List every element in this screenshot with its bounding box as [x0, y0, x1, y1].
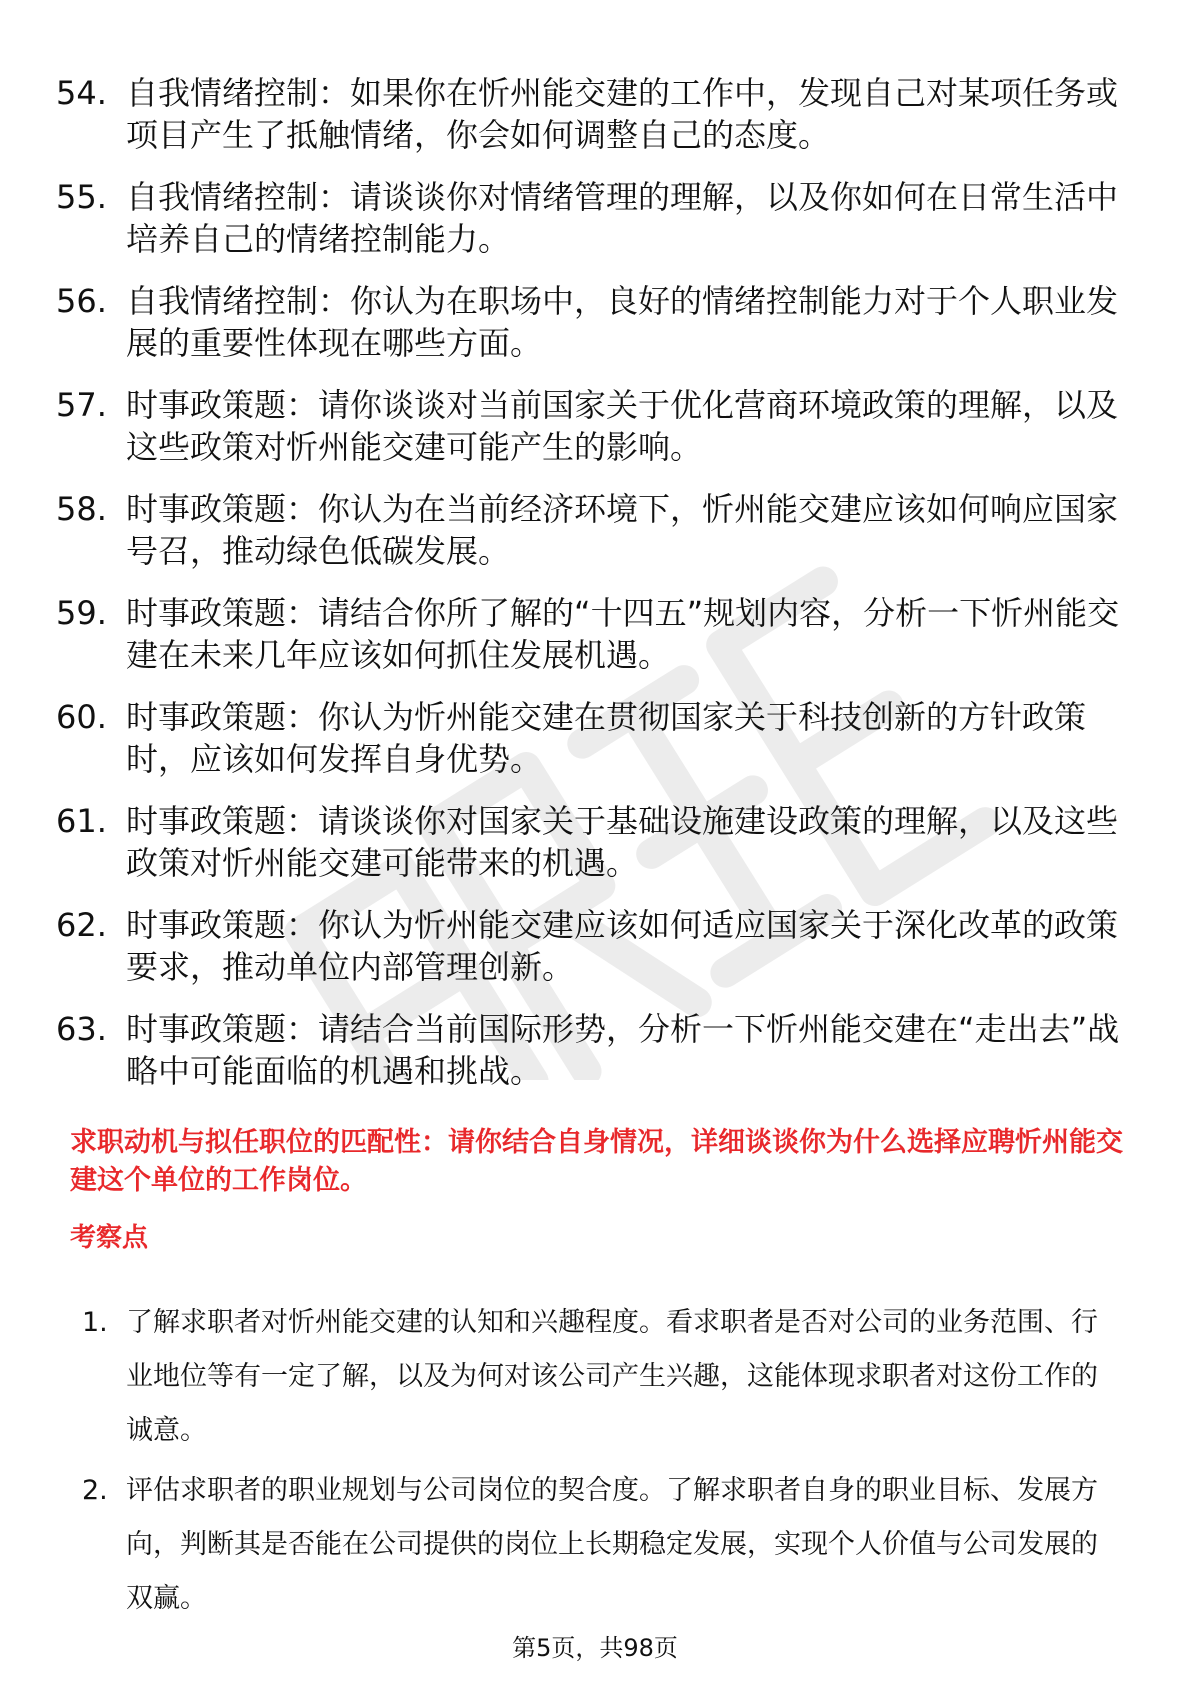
list-item [56, 280, 1136, 364]
list-item [82, 1464, 1122, 1626]
item-number: 58. [56, 490, 107, 528]
item-number: 55. [56, 178, 107, 216]
section-heading: 求职动机与拟任职位的匹配性：请你结合自身情况，详细谈谈你为什么选择应聘忻州能交建这个单位的工作岗位。 [70, 1127, 1123, 1196]
list-item [56, 592, 1136, 676]
list-item [56, 800, 1136, 884]
item-number: 63. [56, 1010, 107, 1048]
item-number: 60. [56, 698, 107, 736]
item-number: 56. [56, 282, 107, 320]
item-text: 时事政策题：请你谈谈对当前国家关于优化营商环境政策的理解，以及这些政策对忻州能交建可能产生的影响。 [126, 386, 1119, 466]
list-item [56, 488, 1136, 572]
item-number: 2. [82, 1475, 108, 1506]
item-text: 自我情绪控制：请谈谈你对情绪管理的理解，以及你如何在日常生活中培养自己的情绪控制能力。 [126, 178, 1119, 258]
list-item [56, 176, 1136, 260]
item-text: 评估求职者的职业规划与公司岗位的契合度。了解求职者自身的职业目标、发展方向，判断其是否能在公司提供的岗位上长期稳定发展，实现个人价值与公司发展的双赢。 [126, 1475, 1098, 1614]
list-item [56, 904, 1136, 988]
question-list [56, 72, 1136, 1112]
item-number: 62. [56, 906, 107, 944]
list-item [82, 1296, 1122, 1458]
item-text: 时事政策题：你认为在当前经济环境下，忻州能交建应该如何响应国家号召，推动绿色低碳发展。 [126, 490, 1119, 570]
item-number: 1. [82, 1307, 108, 1338]
page-number-footer: 第5页，共98页 [512, 1634, 678, 1662]
item-number: 57. [56, 386, 107, 424]
item-text: 时事政策题：请结合你所了解的“十四五”规划内容，分析一下忻州能交建在未来几年应该如何抓住发展机遇。 [126, 594, 1120, 674]
item-number: 54. [56, 74, 107, 112]
list-item [56, 72, 1136, 156]
item-number: 59. [56, 594, 107, 632]
list-item [56, 696, 1136, 780]
item-text: 时事政策题：你认为忻州能交建应该如何适应国家关于深化改革的政策要求，推动单位内部管理创新。 [126, 906, 1119, 986]
item-text: 自我情绪控制：你认为在职场中，良好的情绪控制能力对于个人职业发展的重要性体现在哪些方面。 [126, 282, 1119, 362]
item-text: 时事政策题：请谈谈你对国家关于基础设施建设政策的理解，以及这些政策对忻州能交建可能带来的机遇。 [126, 802, 1119, 882]
list-item [56, 1008, 1136, 1092]
subsection-heading: 考察点 [70, 1223, 149, 1253]
list-item [56, 384, 1136, 468]
item-text: 自我情绪控制：如果你在忻州能交建的工作中，发现自己对某项任务或项目产生了抵触情绪，你会如何调整自己的态度。 [126, 74, 1119, 154]
item-text: 了解求职者对忻州能交建的认知和兴趣程度。看求职者是否对公司的业务范围、行业地位等有一定了解，以及为何对该公司产生兴趣，这能体现求职者对这份工作的诚意。 [126, 1307, 1098, 1446]
item-text: 时事政策题：请结合当前国际形势，分析一下忻州能交建在“走出去”战略中可能面临的机遇和挑战。 [126, 1010, 1120, 1090]
item-text: 时事政策题：你认为忻州能交建在贯彻国家关于科技创新的方针政策时，应该如何发挥自身优势。 [126, 698, 1087, 778]
item-number: 61. [56, 802, 107, 840]
assessment-points-list [82, 1296, 1122, 1632]
